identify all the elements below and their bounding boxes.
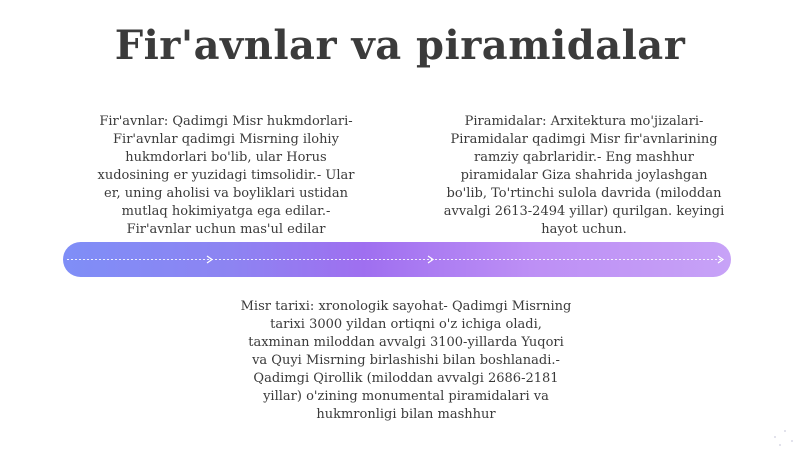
text-block-pharaohs: Fir'avnlar: Qadimgi Misr hukmdorlari- Fir'avnlar qadimgi Misrning ilohiy hukmdorlari bo'lib, ular Horus xudosining er yuzidagi timsolidir.- Ular er, uning aholisi va boyliklari ustidan mutlaq hokimiyatga ega edilar.- Fir'avnlar uchun mas'ul edilar [97,114,355,237]
decorative-dots-icon [740,419,800,449]
timeline-bar [63,242,731,277]
text-block-history: Misr tarixi: xronologik sayohat- Qadimgi Misrning tarixi 3000 yildan ortiqni o'z ichiga oladi, taxminan miloddan avvalgi 3100-yillarda Yuqori va Quyi Misrning birlashishi bilan boshlanadi.- Qadimgi Qirollik (miloddan avvalgi 2686-2181 yillar) o'zining monumental piramidalari va hukmronligi bilan mashhur [240,299,572,422]
text-block-pyramids: Piramidalar: Arxitektura mo'jizalari- Piramidalar qadimgi Misr fir'avnlarining ramziy qabrlaridir.- Eng mashhur piramidalar Giza shahrida joylashgan bo'lib, To'rtinchi sulola davrida (miloddan avvalgi 2613-2494 yillar) qurilgan. keyingi hayot uchun. [443,114,725,237]
timeline-arrows [63,242,731,277]
slide-title: Fir'avnlar va piramidalar [114,22,686,69]
